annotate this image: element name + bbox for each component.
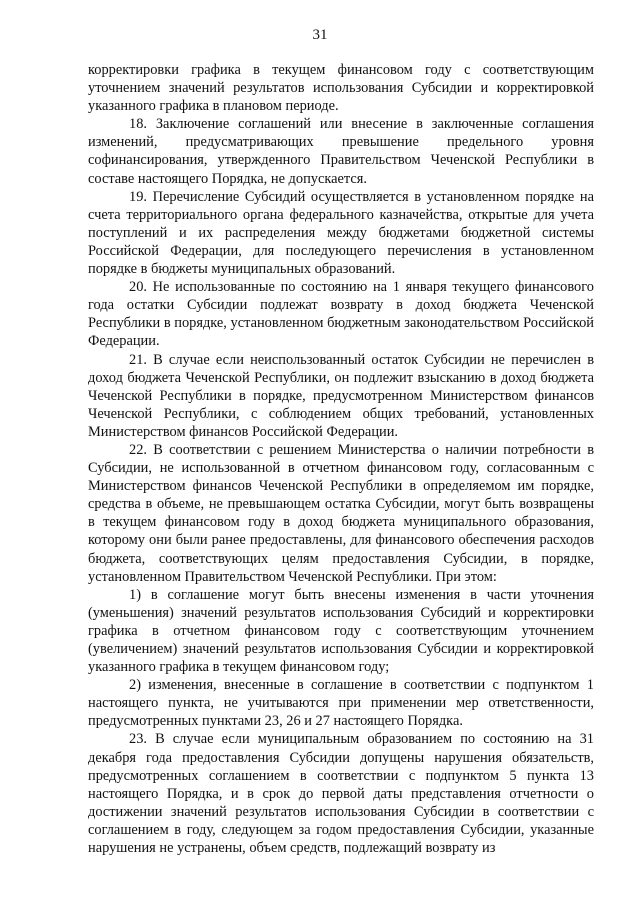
paragraph-20: 20. Не использованные по состоянию на 1 января текущего финансового года остатки Субсидии подлежат возврату в доход бюджета Чеченской Республики в порядке, установленном бюджетным законодательством Российской Федерации. <box>88 279 594 350</box>
page-number: 31 <box>312 27 328 43</box>
paragraph-18: 18. Заключение соглашений или внесение в заключенные соглашения изменений, предусматривающих превышение предельного уровня софинансирования, утвержденного Правительством Чеченской Республики в составе настоящего Порядка, не допускается. <box>88 116 594 187</box>
paragraph-21: 21. В случае если неиспользованный остаток Субсидии не перечислен в доход бюджета Чеченской Республики, он подлежит взысканию в доход бюджета Чеченской Республики в порядке, предусмотренном Министерством финансов Чеченской Республики, с соблюдением общих требований, установленных Министерством финансов Российской Федерации. <box>88 351 594 440</box>
paragraph-22: 22. В соответствии с решением Министерства о наличии потребности в Субсидии, не использованной в отчетном финансовом году, согласованным с Министерством финансов Чеченской Республики в определяемом им порядке, средства в объеме, не превышающем остатка Субсидии, могут быть возвращены в текущем финансовом году в доход бюджета муниципального образования, которому они были ранее предоставлены, для финансового обеспечения расходов бюджета, соответствующих целям предоставления Субсидии, в порядке, установленном Правительством Чеченской Республики. При этом: <box>88 441 594 585</box>
paragraph-22-subitem-1: 1) в соглашение могут быть внесены изменения в части уточнения (уменьшения) значений результатов использования Субсидий и корректировки графика в отчетном финансовом году с соответствующим уточнением (увеличением) значений результатов использования Субсидии и корректировкой указанного графика в текущем финансовом году; <box>88 586 594 676</box>
paragraph-continuation: корректировки графика в текущем финансовом году с соответствующим уточнением значений результатов использования Субсидии и корректировкой указанного графика в плановом периоде. <box>88 62 594 115</box>
paragraph-23: 23. В случае если муниципальным образованием по состоянию на 31 декабря года предоставления Субсидии допущены нарушения обязательств, предусмотренных соглашением в соответствии с подпунктом 5 пункта 13 настоящего Порядка, и в срок до первой даты представления отчетности о достижении значений результатов использования Субсидии в соответствии с соглашением в году, следующем за годом предоставления Субсидии, указанные нарушения не устранены, объем средств, подлежащий возврату из <box>88 731 594 857</box>
paragraph-19: 19. Перечисление Субсидий осуществляется в установленном порядке на счета территориального органа федерального казначейства, открытые для учета поступлений и их распределения между бюджетами бюджетной системы Российской Федерации, для последующего перечисления в установленном порядке в бюджеты муниципальных образований. <box>88 188 594 278</box>
paragraph-22-subitem-2: 2) изменения, внесенные в соглашение в соответствии с подпунктом 1 настоящего пункта, не учитываются при применении мер ответственности, предусмотренных пунктами 23, 26 и 27 настоящего Порядка. <box>88 677 594 730</box>
document-body <box>88 61 594 857</box>
